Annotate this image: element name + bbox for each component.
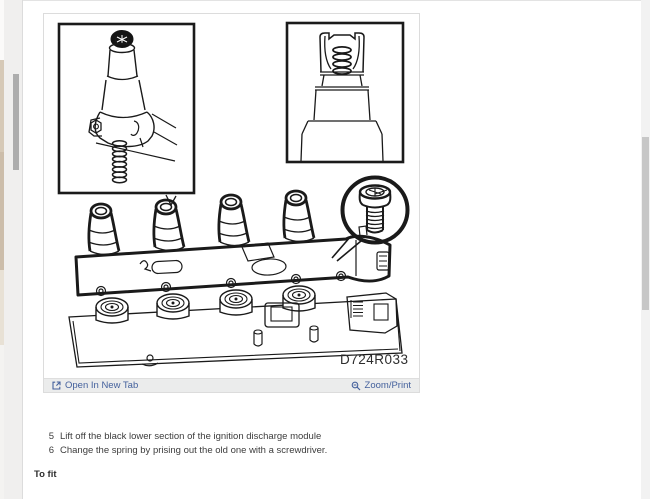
background-fragment [0, 345, 4, 499]
torx-screw-detail [360, 186, 391, 233]
step-number: 5 [48, 431, 54, 442]
external-window-icon [52, 381, 61, 390]
background-fragment [0, 60, 4, 152]
coil-tower [154, 200, 185, 251]
boot-spring-detail [333, 47, 351, 74]
spring-detail [113, 141, 127, 183]
step-5 [46, 430, 606, 444]
diagram-reference-code: D724R033 [340, 352, 409, 367]
coil-tower [219, 195, 250, 246]
open-in-new-tab-link[interactable] [52, 381, 138, 391]
figure-panel [43, 13, 420, 393]
background-page-strip [0, 0, 22, 499]
coil-well [157, 294, 189, 319]
coil-well [220, 290, 252, 315]
article-content [22, 0, 641, 499]
step-number: 6 [48, 445, 54, 456]
magnifier-minus-icon [351, 381, 361, 391]
step-text: Lift off the black lower section of the ignition discharge module [60, 431, 322, 442]
zoom-print-label: Zoom/Print [364, 379, 411, 391]
background-fragment [0, 270, 4, 345]
background-scrollbar-thumb[interactable] [13, 74, 19, 170]
background-fragment [0, 0, 4, 60]
left-inset-box [59, 24, 194, 205]
top-divider [23, 0, 641, 1]
coil-tower [89, 204, 120, 255]
coil-well [96, 298, 128, 323]
step-text: Change the spring by prising out the old one with a screwdriver. [60, 445, 328, 456]
open-in-new-tab-label: Open In New Tab [65, 379, 139, 391]
step-6 [46, 444, 606, 458]
background-fragment [0, 152, 4, 270]
instruction-steps [46, 430, 606, 458]
to-fit-heading: To fit [34, 469, 57, 480]
right-inset-box [287, 23, 403, 162]
ignition-module-diagram [44, 14, 419, 378]
page-scrollbar[interactable] [641, 0, 650, 499]
figure-toolbar [44, 378, 419, 392]
coil-tower [284, 191, 315, 242]
zoom-print-link[interactable] [351, 381, 411, 391]
screw-callout [332, 178, 408, 262]
page-scrollbar-thumb[interactable] [642, 137, 649, 310]
